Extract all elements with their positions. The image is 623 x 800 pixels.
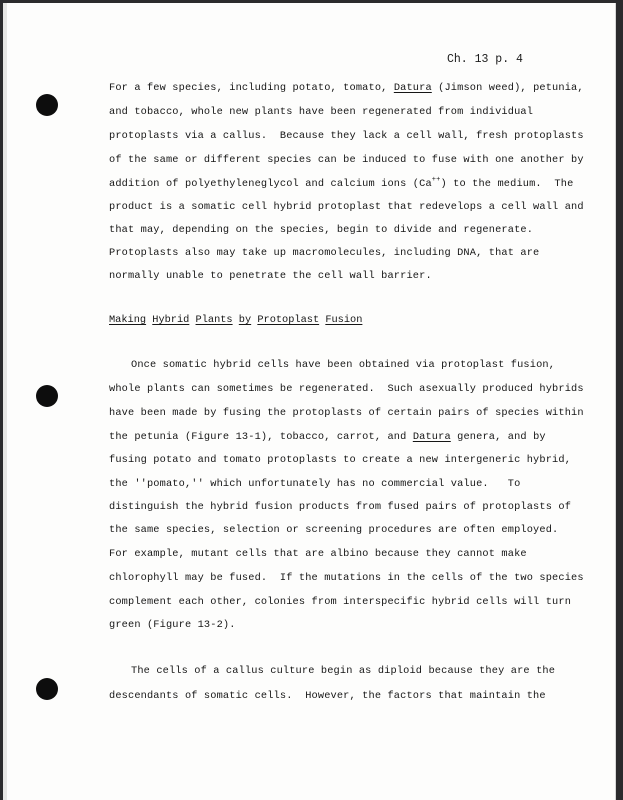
para2-line11: complement each other, colonies from interspecific hybrid cells will turn [109,596,572,608]
binder-hole-bottom [36,678,58,700]
italic-genus-datura: Datura [393,82,432,94]
heading-word: Making [109,314,147,326]
heading-word: Fusion [325,314,363,326]
para2-line5: fusing potato and tomato protoplasts to create a new intergeneric hybrid, [109,454,572,466]
text-span: genera, and by [450,431,546,443]
text-span: addition of polyethyleneglycol and calcium ions (Ca [109,178,432,190]
page-header: Ch. 13 p. 4 [447,53,523,66]
para1-line3: protoplasts via a callus. Because they lack a cell wall, fresh protoplasts [109,130,584,142]
para2-line12: green (Figure 13-2). [109,619,236,631]
para2-line6: the ''pomato,'' which unfortunately has no commercial value. To [109,478,521,490]
para1-line2: and tobacco, whole new plants have been regenerated from individual [109,106,534,118]
para2-line9: For example, mutant cells that are albino because they cannot make [109,548,527,560]
para2-line3: have been made by fusing the protoplasts of certain pairs of species within [109,407,584,419]
text-span: ) to the medium. The [440,178,574,190]
para2-line4 [109,431,546,443]
text-span: (Jimson weed), petunia, [431,82,584,94]
document-page [3,3,616,800]
para1-line6: product is a somatic cell hybrid protoplast that redevelops a cell wall and [109,201,584,213]
heading-word: Plants [195,314,233,326]
italic-genus-datura: Datura [412,431,451,443]
para3-line2: descendants of somatic cells. However, the factors that maintain the [109,690,546,702]
para1-line7: that may, depending on the species, begin to divide and regenerate. [109,224,534,236]
para2-line8: the same species, selection or screening procedures are often employed. [109,524,559,536]
para2-line7: distinguish the hybrid fusion products from fused pairs of protoplasts of [109,501,572,513]
binder-hole-middle [36,385,58,407]
para3-line1: The cells of a callus culture begin as diploid because they are the [131,665,556,677]
para2-line10: chlorophyll may be fused. If the mutations in the cells of the two species [109,572,584,584]
superscript-charge: ++ [431,176,441,184]
para1-line8: Protoplasts also may take up macromolecules, including DNA, that are [109,247,540,259]
page-edge [3,3,7,800]
para1-line1 [109,82,584,94]
text-span: the petunia (Figure 13-1), tobacco, carrot, and [109,431,413,443]
section-heading [109,314,362,326]
binder-hole-top [36,94,58,116]
para1-line5 [109,176,573,190]
para2-line1: Once somatic hybrid cells have been obtained via protoplast fusion, [131,359,556,371]
text-span: For a few species, including potato, tomato, [109,82,394,94]
para1-line9: normally unable to penetrate the cell wall barrier. [109,270,432,282]
para2-line2: whole plants can sometimes be regenerated. Such asexually produced hybrids [109,383,584,395]
heading-word: Protoplast [257,314,320,326]
para1-line4: of the same or different species can be induced to fuse with one another by [109,154,584,166]
heading-word: by [238,314,252,326]
heading-word: Hybrid [152,314,190,326]
